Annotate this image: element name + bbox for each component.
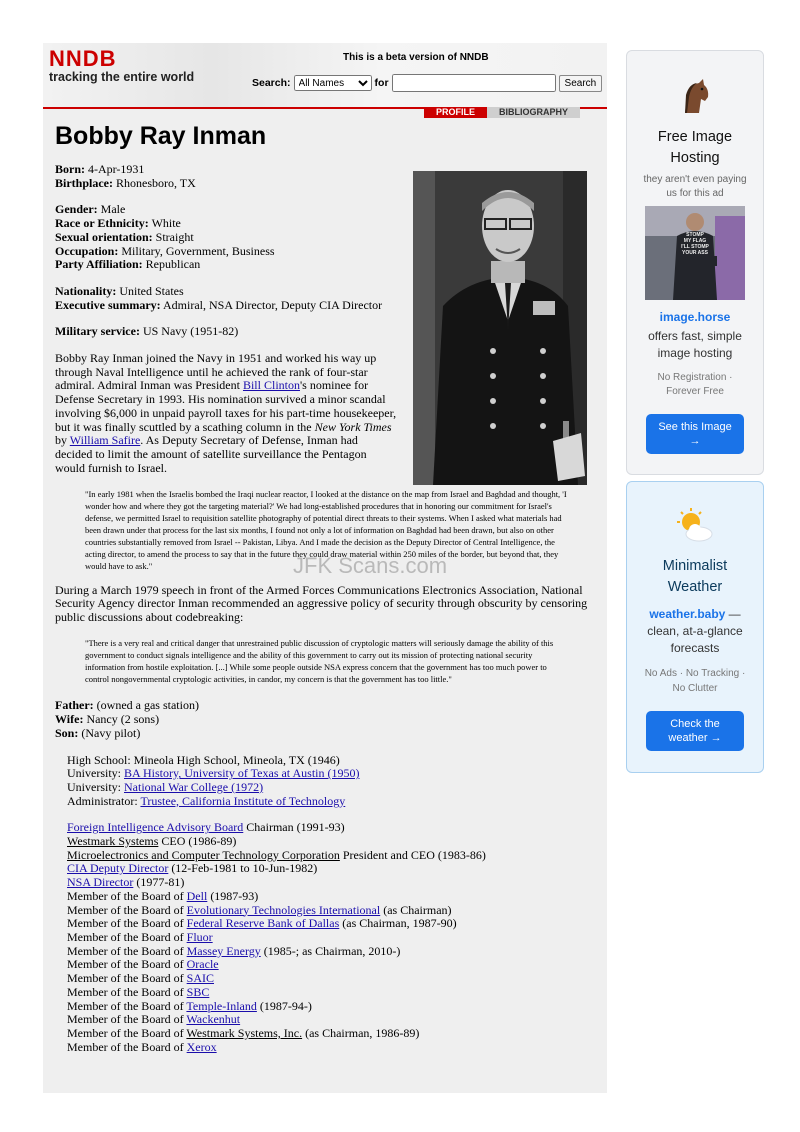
position-item: Member of the Board of Fluor [67,929,213,944]
link-national-war-college[interactable]: National War College (1972) [124,779,264,794]
family-list [55,699,603,740]
ad2-title: Minimalist Weather [662,558,728,595]
ad1-brand[interactable]: image.horse [659,310,731,324]
ad2-text: weather.baby — clean, at-a-glance forecasts [647,607,743,655]
position-item: Foreign Intelligence Advisory Board Chairman (1991-93) [67,820,345,835]
logo-tagline: tracking the entire world [49,70,195,84]
education-list [67,754,603,809]
portrait-photo [413,171,587,485]
search-bar [252,74,602,92]
fact-race: Race or Ethnicity: White [55,216,181,231]
position-item: NSA Director (1977-81) [67,875,185,890]
search-scope-select[interactable] [294,75,372,91]
site-header [43,43,607,117]
sun-cloud-icon [675,508,715,544]
ad1-tagline: offers fast, simple image hosting [648,329,742,360]
ad-weather [626,481,764,773]
fact-gender: Gender: Male [55,202,126,217]
position-organization[interactable]: Dell [186,888,208,903]
position-item: Westmark Systems CEO (1986-89) [67,834,237,849]
position-organization[interactable]: NSA Director [67,875,134,890]
position-item: Member of the Board of SBC [67,984,210,999]
ad1-note: No Registration · Forever Free [657,372,733,397]
position-organization[interactable]: Evolutionary Technologies International [186,902,381,917]
search-button[interactable]: Search [559,75,603,92]
fact-nationality: Nationality: United States [55,283,184,298]
ad2-brand[interactable]: weather.baby [649,607,726,621]
position-organization[interactable]: Xerox [186,1039,217,1054]
link-william-safire[interactable]: William Safire [69,433,141,448]
ad-image-hosting [626,50,764,475]
education-high-school: High School: Mineola High School, Mineola, TX (1946) [67,752,340,767]
profile-content [55,121,603,1054]
page-title: Bobby Ray Inman [55,122,267,150]
position-item: Member of the Board of Wackenhut [67,1012,241,1027]
main-column [43,43,607,1093]
education-administrator: Administrator: Trustee, California Institute of Technology [67,793,346,808]
search-for-label: for [374,77,389,89]
position-organization: Westmark Systems [67,834,159,849]
fact-occupation: Occupation: Military, Government, Business [55,243,275,258]
position-item: Member of the Board of Westmark Systems, Inc. (as Chairman, 1986-89) [67,1025,420,1040]
position-item: Member of the Board of Evolutionary Technologies International (as Chairman) [67,902,452,917]
education-university-1: University: BA History, University of Texas at Austin (1950) [67,766,360,781]
position-item: Microelectronics and Computer Technology Corporation President and CEO (1983-86) [67,847,486,862]
quote-codebreaking: "There is a very real and critical danger that unrestrained public discussion of cryptologic matters will seriously damage the ability of this government to conduct signals intelligence and the ability of this government to carry out its mission of protecting national security information from hostile exploitation. [...] While some people outside NSA express concern that the government has too much power to control nongovernmental cryptologic activities, in candor, my concern is that the government has too little." [85,637,554,684]
position-organization[interactable]: Federal Reserve Bank of Dallas [186,916,340,931]
position-organization[interactable]: Wackenhut [186,1012,241,1027]
fact-orientation: Sexual orientation: Straight [55,229,194,244]
ad2-button[interactable]: Check the weather → [646,711,744,751]
position-item: Member of the Board of SAIC [67,971,214,986]
fact-executive-summary: Executive summary: Admiral, NSA Director, Deputy CIA Director [55,297,383,312]
position-organization[interactable]: SBC [186,984,210,999]
positions-list [67,821,603,1054]
position-organization: Westmark Systems, Inc. [186,1025,303,1040]
position-item: Member of the Board of Massey Energy (1985-; as Chairman, 2010-) [67,943,401,958]
position-item: CIA Deputy Director (12-Feb-1981 to 10-Jun-1982) [67,861,318,876]
family-father: Father: (owned a gas station) [55,698,199,713]
watermark: JFK Scans.com [293,553,448,579]
ad1-title: Free Image Hosting [657,129,733,166]
position-organization[interactable]: SAIC [186,971,214,986]
fact-military-service: Military service: US Navy (1951-82) [55,324,239,339]
position-item: Member of the Board of Temple-Inland (1987-94-) [67,998,312,1013]
link-ut-austin[interactable]: BA History, University of Texas at Austin (1950) [124,766,360,781]
position-organization[interactable]: Massey Energy [186,943,261,958]
site-logo[interactable] [49,48,194,84]
ad1-photo-text: STOMP MY FLAG I'LL STOMP YOUR ASS [681,232,709,256]
position-organization[interactable]: Fluor [186,929,213,944]
ad1-subtitle: they aren't even paying us for this ad [643,174,747,199]
link-bill-clinton[interactable]: Bill Clinton [242,378,300,393]
bio-paragraph-2: During a March 1979 speech in front of the Armed Forces Communications Electronics Association, National Security Agency director Inman recommended an aggressive policy of security through obscurity by censoring public discussions about codebreaking: [55,582,588,625]
fact-born: Born: 4-Apr-1931 [55,162,145,176]
search-input[interactable] [392,74,556,92]
position-item: Member of the Board of Xerox [67,1039,217,1054]
tab-bibliography[interactable]: BIBLIOGRAPHY [487,107,580,118]
position-item: Member of the Board of Federal Reserve Bank of Dallas (as Chairman, 1987-90) [67,916,457,931]
quote-israel: "In early 1981 when the Israelis bombed the Iraqi nuclear reactor, I looked at the distance on the map from Israel and Baghdad and thought, 'I wonder how and where they got the targeting material?' We had long-established procedures that in honoring our commitment for Israel's defense, we permitted Israel to requisition satellite photography of potential direct threats to their systems. When I asked what materials had been drawn under that process for the last six months, I found not only a lot of information on Baghdad had been drawn, but also on other countries substantially removed from Israel -- Pakistan, Libya. And I made the decision as the Deputy Director of Central Intelligence, the acting director, to amend the process to say that in the future they could draw material within 250 miles of the border, but beyond that, they would have to ask." [85,489,567,571]
fact-party: Party Affiliation: Republican [55,257,201,272]
position-item: Member of the Board of Dell (1987-93) [67,888,259,903]
link-caltech[interactable]: Trustee, California Institute of Technology [140,793,346,808]
horse-icon [675,77,715,117]
beta-notice: This is a beta version of NNDB [343,52,489,63]
position-item: Member of the Board of Oracle [67,957,219,972]
education-university-2: University: National War College (1972) [67,779,264,794]
search-label: Search: [252,77,291,89]
ad2-note: No Ads · No Tracking · No Clutter [644,668,746,694]
position-organization: Microelectronics and Computer Technology Corporation [67,847,340,862]
position-organization[interactable]: Oracle [186,957,219,972]
position-organization[interactable]: CIA Deputy Director [67,861,169,876]
tab-bar [424,107,580,118]
bio-paragraph-1: Bobby Ray Inman joined the Navy in 1951 and worked his way up through Naval Intelligence until he achieved the rank of four-star admiral. Admiral Inman was President Bill Clinton's nominee for Defense Secretary in 1993. His nomination survived a minor scandal involving $6,000 in unpaid payroll taxes for his part-time housekeeper, but it was finally scuttled by a scathing column in the New York Times by William Safire. As Deputy Secretary of Defense, Inman had decided to limit the amount of satellite surveillance the Pentagon would furnish to Israel. [55,351,397,475]
family-wife: Wife: Nancy (2 sons) [55,712,160,727]
logo-title: NNDB [49,46,117,71]
fact-birthplace: Birthplace: Rhonesboro, TX [55,175,196,190]
family-son: Son: (Navy pilot) [55,725,141,740]
ad1-button[interactable]: See this Image → [646,414,744,454]
position-organization[interactable]: Foreign Intelligence Advisory Board [67,820,244,835]
tab-profile[interactable]: PROFILE [424,107,487,118]
position-organization[interactable]: Temple-Inland [186,998,257,1013]
